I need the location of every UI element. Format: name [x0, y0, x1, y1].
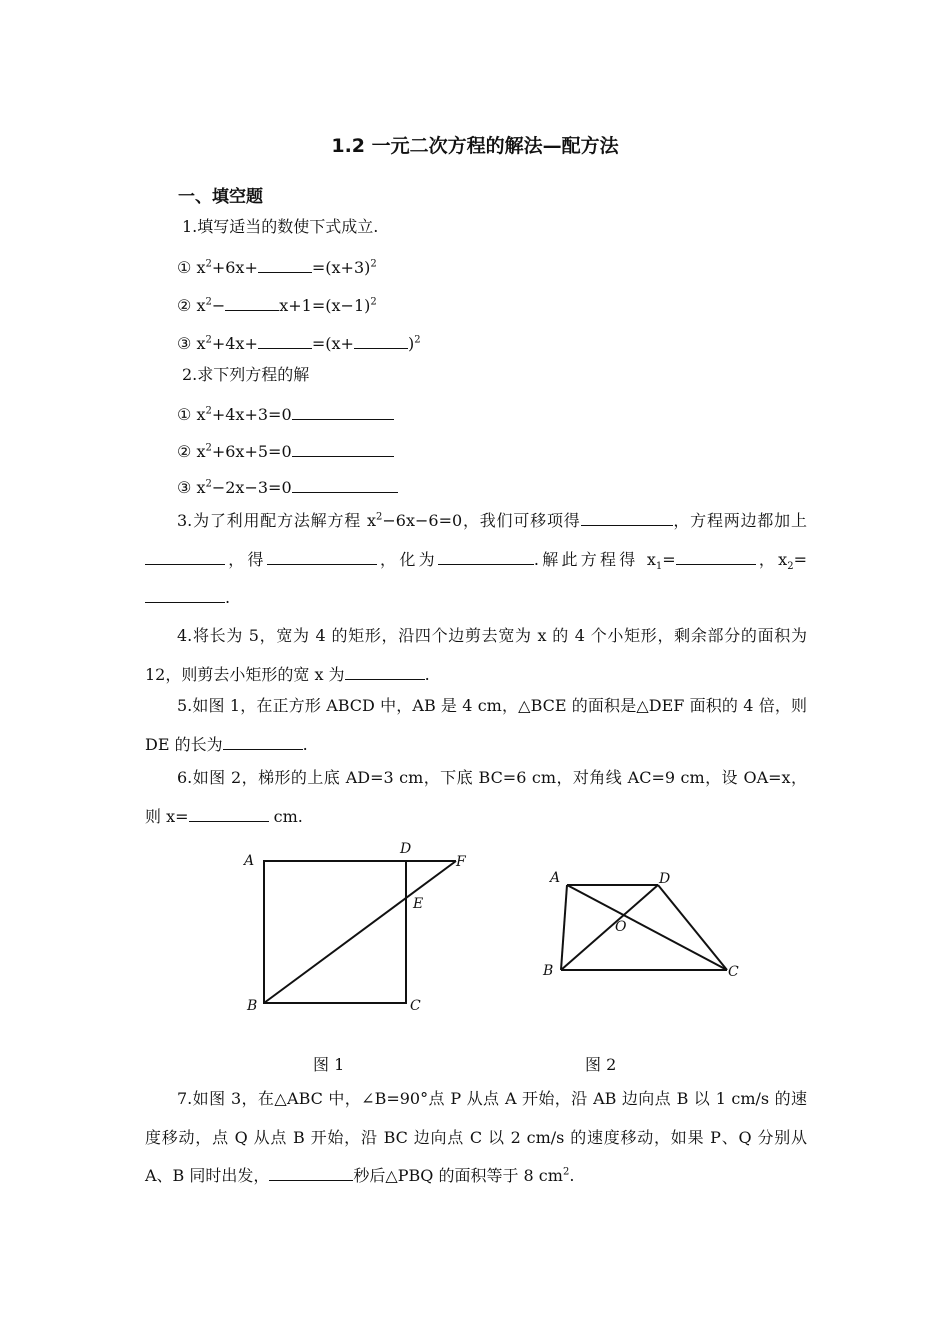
label-o: O: [615, 919, 627, 935]
figure-2-trapezoid: [535, 862, 755, 987]
square-abcd: [264, 861, 406, 1003]
label-d: D: [400, 841, 412, 857]
figure-1-caption: 图 1: [313, 1055, 345, 1074]
q5-paragraph: 5.如图 1，在正方形 ABCD 中，AB 是 4 cm，△BCE 的面积是△DEF 面积的 4 倍，则 DE 的长为 .: [145, 696, 807, 754]
section-heading: 一、填空题: [178, 187, 263, 207]
q1-item-3: ③ $x^2+4x+ =(x+ )^2$: [177, 334, 421, 353]
q3-paragraph: 3.为了利用配方法解方程 $x^2-6x-6=0$，我们可移项得 ，方程两边都加上，得 ，化为 .解此方程得 $x_1=$ ，$x_2=$.: [145, 502, 807, 618]
segment-bf: [264, 861, 456, 1003]
page-title: 1.2 一元二次方程的解法—配方法: [331, 135, 619, 157]
q7-paragraph: 7.如图 3，在△ABC 中，∠B=90°点 P 从点 A 开始，沿 AB 边向点 B 以 1 cm/s 的速度移动，点 Q 从点 B 开始，沿 BC 边向点 C 以 2 cm/s 的速度移动，如果 P、Q 分别从 A、B 同时出发， 秒后△PBQ 的面积等于 8 $cm^2$.: [145, 1089, 807, 1185]
q2-intro: 2.求下列方程的解: [182, 365, 310, 384]
label-f: F: [456, 854, 466, 870]
answer-blank[interactable]: [676, 548, 756, 565]
answer-blank[interactable]: [145, 548, 225, 565]
answer-blank[interactable]: [345, 663, 425, 680]
answer-blank[interactable]: [292, 476, 398, 493]
q1-item-1: ① $x^2+6x+ =(x+3)^2$: [177, 258, 377, 277]
answer-blank[interactable]: [292, 440, 394, 457]
answer-blank[interactable]: [189, 805, 269, 822]
answer-blank[interactable]: [354, 332, 408, 349]
answer-blank[interactable]: [225, 294, 279, 311]
answer-blank[interactable]: [145, 586, 225, 603]
label-b: B: [543, 963, 554, 979]
figure-1-square: [230, 835, 490, 1020]
label-b: B: [247, 998, 258, 1014]
q2-item-3: ③ $x^2-2x-3=0$: [177, 476, 398, 498]
q4-paragraph: 4.将长为 5，宽为 4 的矩形，沿四个边剪去宽为 x 的 4 个小矩形，剩余部分的面积为 12，则剪去小矩形的宽 x 为 .: [145, 626, 807, 684]
q1-item-2: ② $x^2- x+1=(x-1)^2$: [177, 296, 377, 315]
leg-dc: [658, 885, 727, 970]
answer-blank[interactable]: [223, 733, 303, 750]
answer-blank[interactable]: [258, 332, 312, 349]
answer-blank[interactable]: [258, 256, 312, 273]
leg-ab: [561, 885, 567, 970]
label-a: A: [244, 853, 255, 869]
label-e: E: [413, 896, 424, 912]
answer-blank[interactable]: [269, 1164, 353, 1181]
answer-blank[interactable]: [292, 403, 394, 420]
q2-item-1: ① $x^2+4x+3=0$: [177, 403, 394, 425]
diagonal-bd: [561, 885, 658, 970]
label-c: C: [410, 998, 421, 1014]
figure-2-caption: 图 2: [585, 1055, 617, 1074]
q6-paragraph: 6.如图 2，梯形的上底 AD=3 cm，下底 BC=6 cm，对角线 AC=9 cm，设 OA=x，则 x= cm.: [145, 768, 807, 826]
q1-intro: 1.填写适当的数使下式成立.: [182, 217, 379, 236]
label-c: C: [728, 964, 739, 980]
answer-blank[interactable]: [267, 548, 377, 565]
answer-blank[interactable]: [438, 548, 534, 565]
q2-item-2: ② $x^2+6x+5=0$: [177, 440, 394, 462]
diagonal-ac: [567, 885, 727, 970]
label-a: A: [550, 870, 561, 886]
answer-blank[interactable]: [581, 509, 673, 526]
label-d: D: [659, 871, 671, 887]
